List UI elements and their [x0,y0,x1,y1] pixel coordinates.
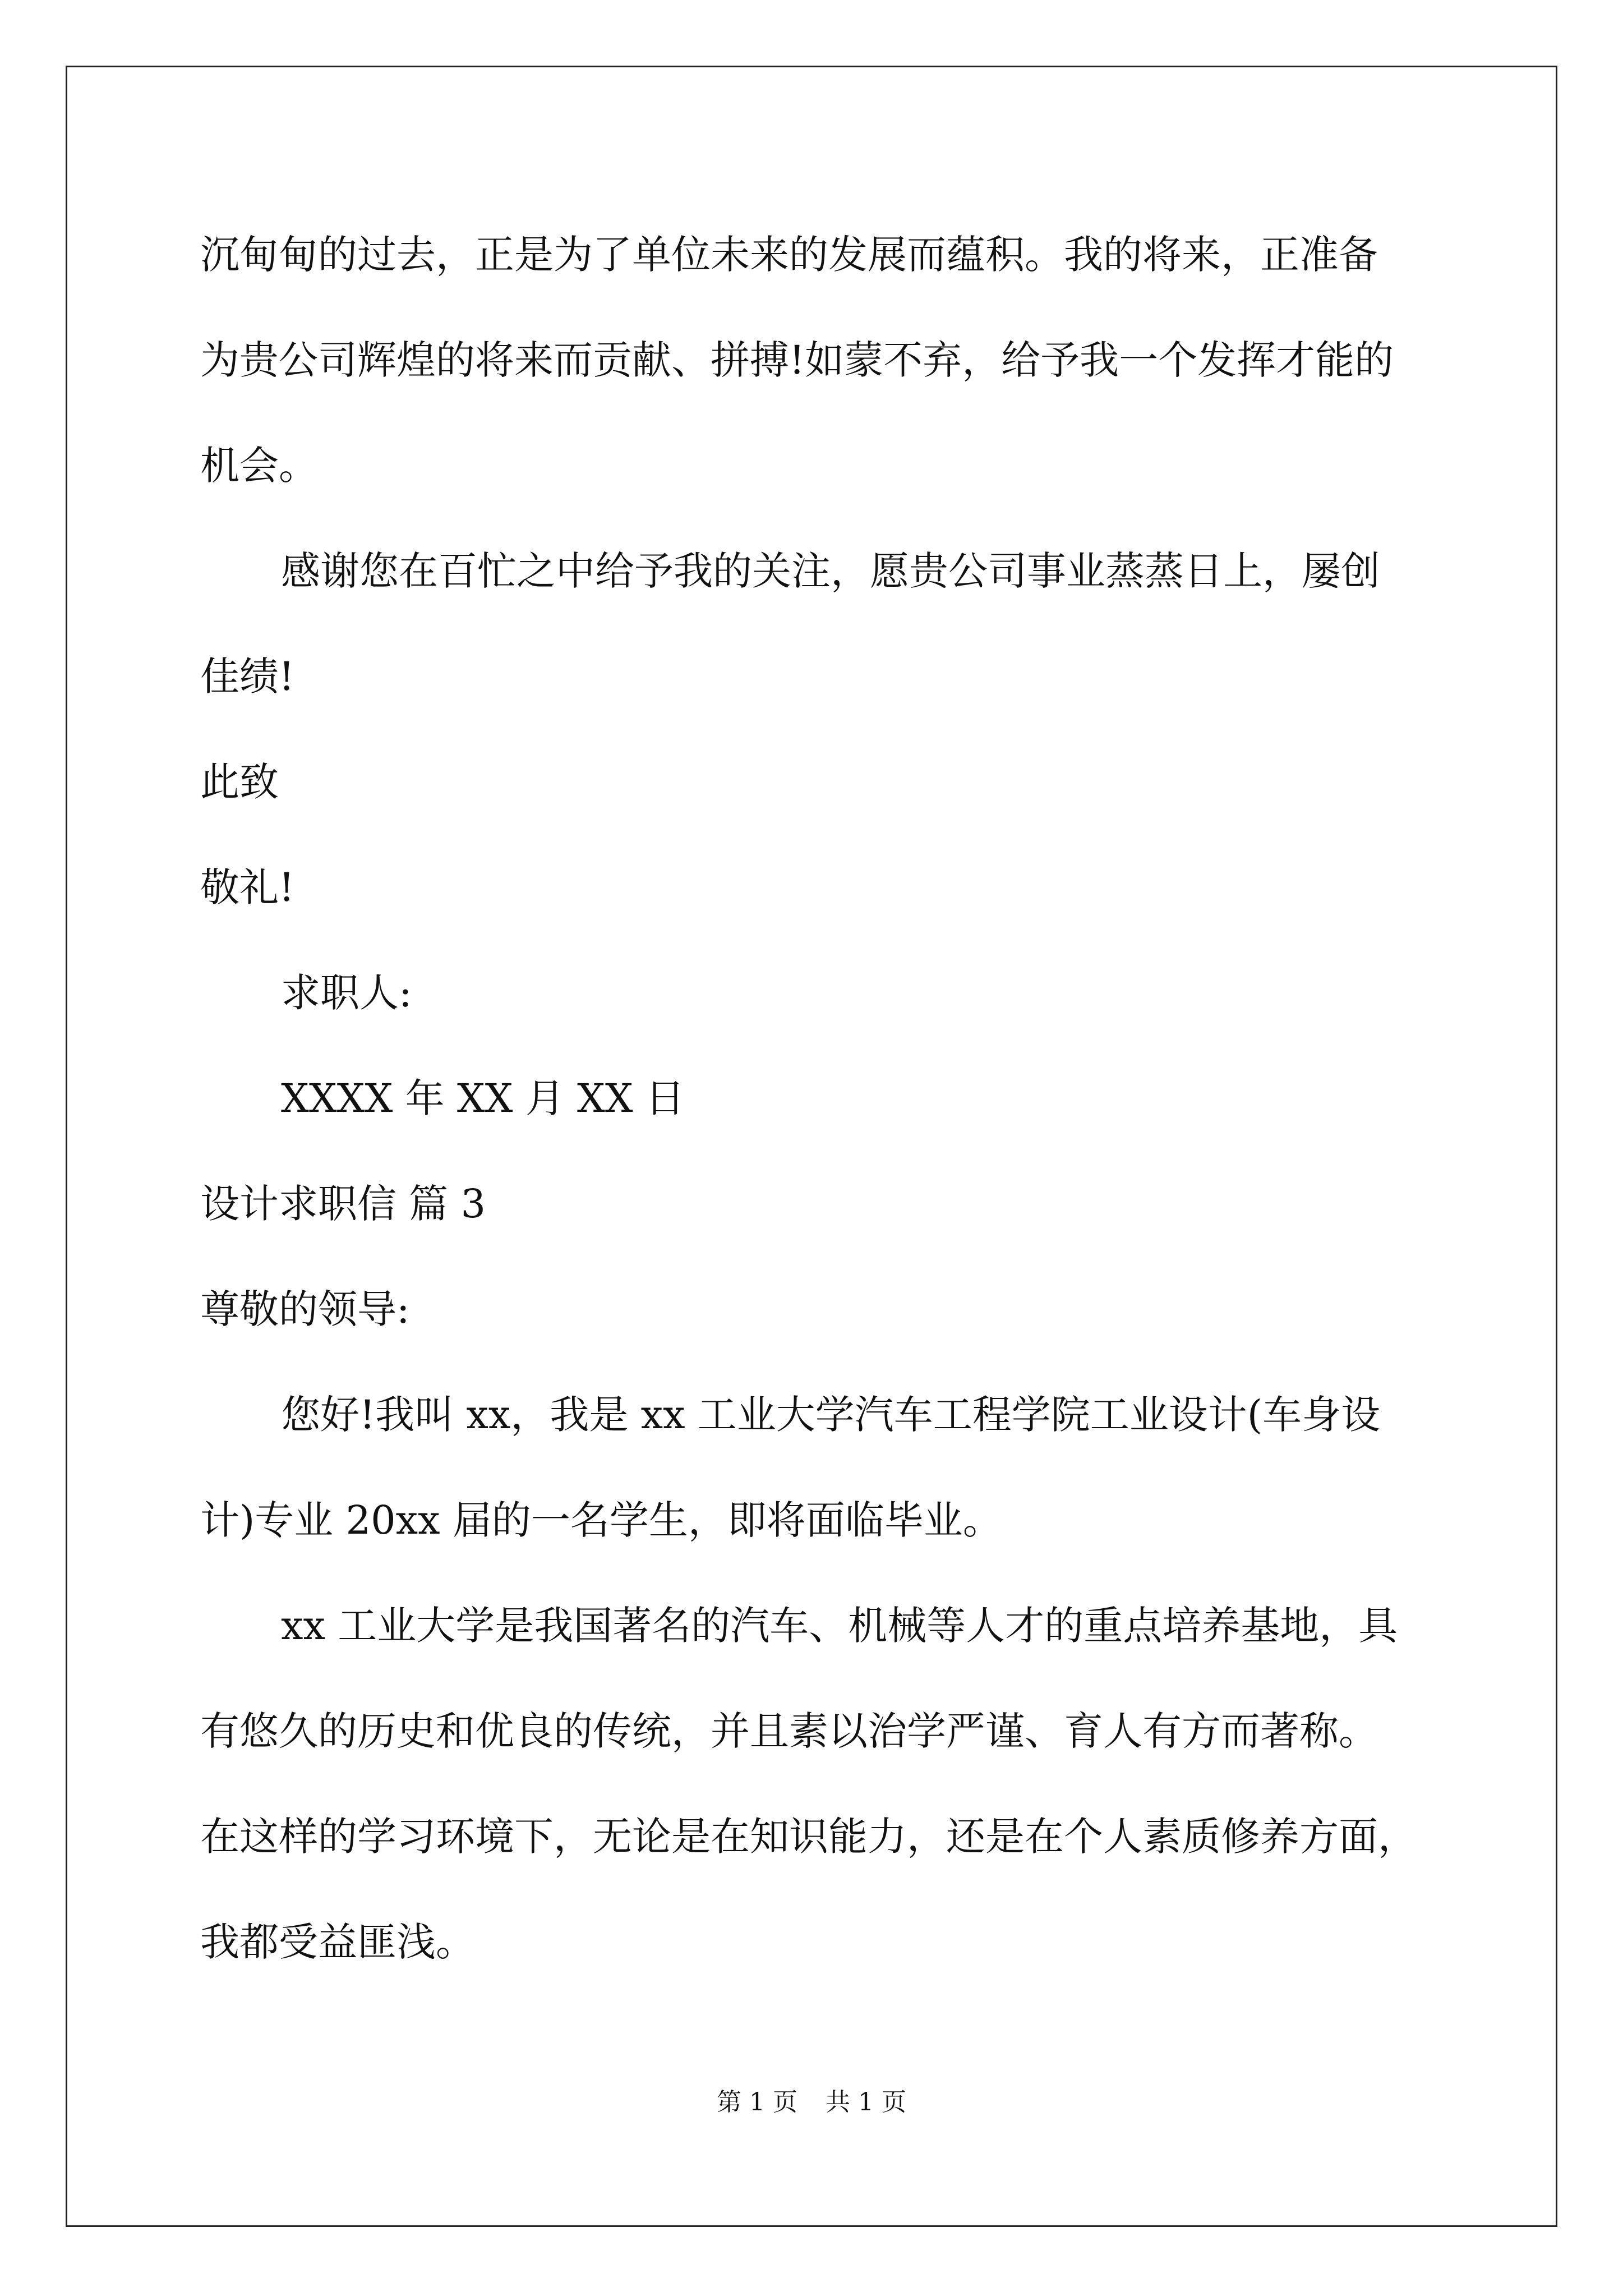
signature-label: 求职人: [281,970,412,1016]
text-line: 为贵公司辉煌的将来而贡献、拼搏!如蒙不弃，给予我一个发挥才能的 [200,337,1394,383]
closing-regards: 敬礼! [200,864,295,910]
text-line: 机会。 [200,443,318,489]
text-line: 计)专业 20xx 届的一名学生，即将面临毕业。 [200,1497,1002,1543]
page-footer [0,2086,1623,2119]
letter-greeting: 尊敬的领导: [200,1286,410,1332]
text-line: 感谢您在百忙之中给予我的关注，愿贵公司事业蒸蒸日上，屡创 [281,548,1380,594]
text-line: 有悠久的历史和优良的传统，并且素以治学严谨、育人有方而著称。 [200,1708,1378,1754]
section-heading: 设计求职信 篇 3 [200,1181,486,1227]
text-line: 我都受益匪浅。 [200,1919,475,1965]
text-line: 在这样的学习环境下，无论是在知识能力，还是在个人素质修养方面， [200,1814,1417,1860]
text-line: 佳绩! [200,654,295,700]
text-line: 沉甸甸的过去，正是为了单位未来的发展而蕴积。我的将来，正准备 [200,232,1378,278]
current-page-label: 第 1 页 [717,2088,797,2116]
text-line: 您好!我叫 xx，我是 xx 工业大学汽车工程学院工业设计(车身设 [281,1392,1381,1438]
text-line: xx 工业大学是我国著名的汽车、机械等人才的重点培养基地，具 [281,1603,1398,1649]
total-pages-label: 共 1 页 [826,2088,906,2116]
document-body [200,202,1490,1995]
signature-date: XXXX 年 XX 月 XX 日 [281,1075,685,1121]
closing-salutation: 此致 [200,759,279,805]
